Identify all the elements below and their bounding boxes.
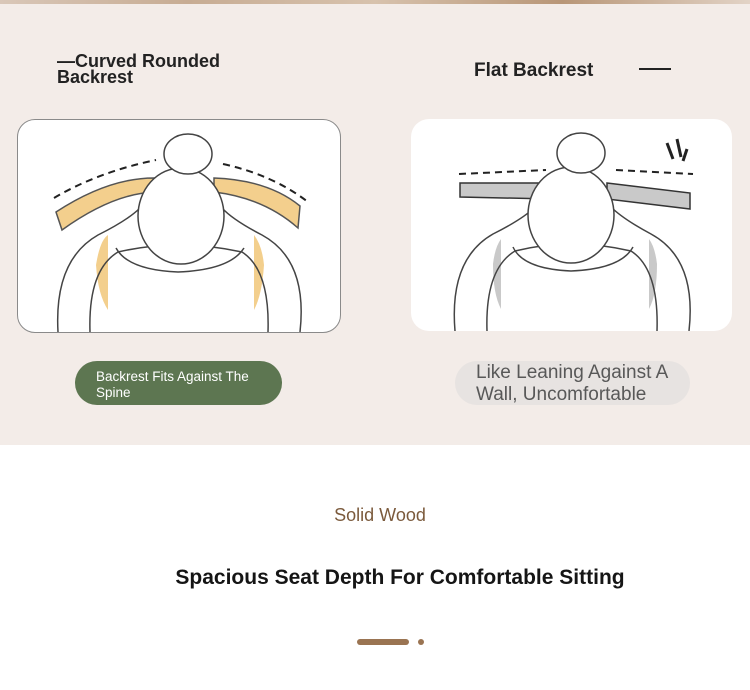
bad-caption-pill bbox=[455, 361, 690, 405]
feature-headline: Spacious Seat Depth For Comfortable Sitting bbox=[175, 566, 625, 589]
bad-caption-text: Like Leaning Against A Wall, Uncomfortable bbox=[476, 362, 668, 405]
curved-backrest-title: —Curved Rounded Backrest bbox=[57, 51, 221, 87]
top-image-strip bbox=[0, 0, 750, 4]
curved-backrest-illustration bbox=[17, 119, 341, 333]
carousel-dot[interactable] bbox=[418, 639, 424, 645]
flat-backrest-illustration bbox=[411, 119, 732, 331]
good-caption-pill bbox=[75, 361, 282, 405]
good-caption-text: Backrest Fits Against The Spine bbox=[96, 369, 249, 400]
flat-backrest-person-icon bbox=[411, 119, 732, 331]
carousel-dot-active[interactable] bbox=[357, 639, 409, 645]
material-label: Solid Wood bbox=[334, 505, 426, 525]
curved-backrest-person-icon bbox=[18, 120, 340, 332]
carousel-indicator bbox=[357, 638, 427, 646]
flat-backrest-title: Flat Backrest bbox=[474, 60, 594, 81]
title-dash bbox=[639, 68, 671, 70]
